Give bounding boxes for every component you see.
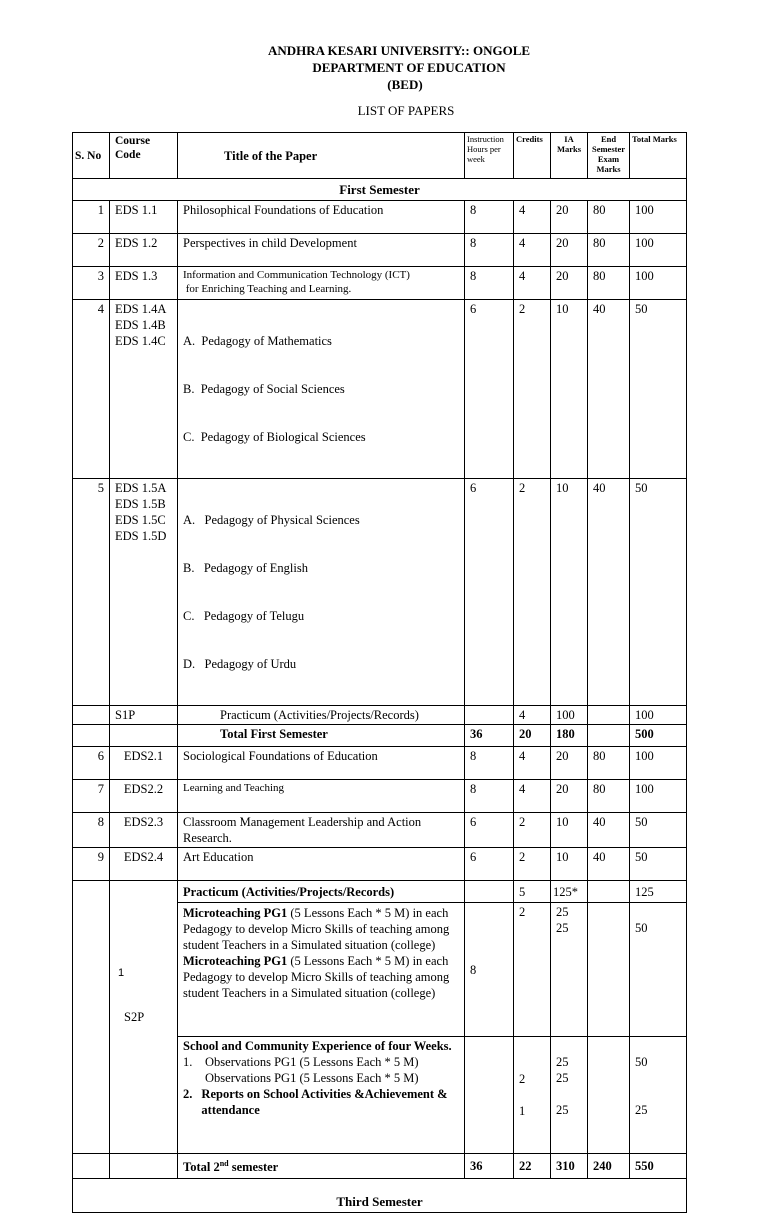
list-number: 1. bbox=[183, 1055, 193, 1069]
table-row bbox=[73, 747, 687, 780]
row-total: 100 bbox=[630, 706, 687, 725]
row-hours: 6 bbox=[465, 300, 514, 479]
total-row bbox=[73, 1154, 687, 1179]
papers-table bbox=[72, 132, 687, 1213]
row-ia: 100 bbox=[551, 706, 588, 725]
row-total: 100 bbox=[630, 201, 687, 234]
row-total: 125 bbox=[630, 881, 687, 903]
row-title: Philosophical Foundations of Education bbox=[178, 201, 465, 234]
microteaching-text: (5 Lessons Each * 5 M) in each Pedagogy to develop Micro Skills of teaching among student Teachers in a Simulated situation (college) bbox=[183, 954, 450, 1000]
header-total-marks: Total Marks bbox=[630, 133, 687, 179]
row-code: S1P bbox=[110, 706, 178, 725]
row-sno: 9 bbox=[73, 848, 110, 881]
table-row bbox=[73, 813, 687, 848]
school-community-title bbox=[178, 1037, 465, 1154]
row-end: 40 bbox=[588, 848, 630, 881]
list-number: 2. bbox=[183, 1087, 193, 1101]
microteaching-title bbox=[178, 903, 465, 1037]
row-total: 100 bbox=[630, 780, 687, 813]
pedagogy-title: B. Pedagogy of English bbox=[183, 561, 308, 575]
row-credits: 2 bbox=[514, 848, 551, 881]
row-total: 100 bbox=[630, 267, 687, 300]
row-code: EDS2.1 bbox=[110, 747, 178, 780]
row-ia: 20 bbox=[551, 267, 588, 300]
total-row bbox=[73, 725, 687, 747]
row-code: EDS2.2 bbox=[110, 780, 178, 813]
semester-heading: Third Semester bbox=[73, 1179, 687, 1213]
table-row bbox=[73, 300, 687, 479]
total-value: 25 bbox=[635, 1103, 648, 1117]
row-credits: 2 bbox=[514, 813, 551, 848]
row-ia: 20 bbox=[551, 780, 588, 813]
course-code: EDS 1.4A bbox=[115, 302, 167, 316]
total-hours: 36 bbox=[465, 725, 514, 747]
course-code: EDS 1.4C bbox=[115, 334, 166, 348]
row-title: Practicum (Activities/Projects/Records) bbox=[178, 706, 465, 725]
row-credits: 2 bbox=[514, 479, 551, 706]
row-total: 50 bbox=[630, 479, 687, 706]
row-total: 50 bbox=[630, 813, 687, 848]
row-credits: 4 bbox=[514, 780, 551, 813]
row-end: 80 bbox=[588, 234, 630, 267]
row-credits: 4 bbox=[514, 267, 551, 300]
microteaching-text: (5 Lessons Each * 5 M) in each Pedagogy to develop Micro Skills of teaching among student Teachers in a Simulated situation (college) bbox=[183, 906, 450, 952]
row-hours: 8 bbox=[465, 780, 514, 813]
total-credits: 22 bbox=[514, 1154, 551, 1179]
row-ia: 10 bbox=[551, 300, 588, 479]
microteaching-label: Microteaching PG1 bbox=[183, 906, 288, 920]
university-name: ANDHRA KESARI UNIVERSITY:: ONGOLE bbox=[267, 43, 531, 58]
table-row bbox=[73, 479, 687, 706]
header-credits: Credits bbox=[514, 133, 551, 179]
total-hours: 36 bbox=[465, 1154, 514, 1179]
row-hours: 6 bbox=[465, 848, 514, 881]
row-sno: 3 bbox=[73, 267, 110, 300]
row-credits: 5 bbox=[514, 881, 551, 903]
row-ia: 20 bbox=[551, 201, 588, 234]
row-code: EDS2.4 bbox=[110, 848, 178, 881]
credit-value: 2 bbox=[519, 1072, 526, 1086]
row-title-line: Information and Communication Technology (ICT) bbox=[183, 269, 410, 281]
program-name: (BED) bbox=[387, 77, 423, 92]
header-ia-marks: IA Marks bbox=[551, 133, 588, 179]
ia-value: 25 bbox=[556, 1071, 569, 1085]
semester-heading: First Semester bbox=[73, 179, 687, 201]
row-total: 100 bbox=[630, 234, 687, 267]
row-hours: 6 bbox=[465, 813, 514, 848]
ia-value: 25 bbox=[556, 1055, 569, 1069]
row-title bbox=[178, 267, 465, 300]
table-row bbox=[73, 267, 687, 300]
total-marks: 550 bbox=[630, 1154, 687, 1179]
row-title: Learning and Teaching bbox=[178, 780, 465, 813]
header-course-code: Course Code bbox=[110, 133, 178, 179]
row-credits: 4 bbox=[514, 201, 551, 234]
ia-value: 25 bbox=[556, 905, 569, 919]
row-sno: 4 bbox=[73, 300, 110, 479]
microteaching-2 bbox=[183, 953, 459, 1001]
row-credits: 4 bbox=[514, 747, 551, 780]
row-total bbox=[630, 1037, 687, 1154]
pedagogy-title: A. Pedagogy of Mathematics bbox=[183, 334, 332, 348]
row-end: 40 bbox=[588, 479, 630, 706]
credit-value: 1 bbox=[519, 1104, 526, 1118]
table-row bbox=[73, 780, 687, 813]
row-ia: 10 bbox=[551, 813, 588, 848]
course-code: EDS 1.5A bbox=[115, 481, 167, 495]
row-hours: 8 bbox=[465, 903, 514, 1037]
row-title: Sociological Foundations of Education bbox=[178, 747, 465, 780]
row-sno: 6 bbox=[73, 747, 110, 780]
row-hours: 8 bbox=[465, 747, 514, 780]
row-ia bbox=[551, 1037, 588, 1154]
course-code: EDS 1.5B bbox=[115, 497, 166, 511]
school-heading: School and Community Experience of four Weeks. bbox=[183, 1039, 452, 1053]
row-end: 40 bbox=[588, 813, 630, 848]
row-ia: 20 bbox=[551, 234, 588, 267]
header-end-semester: End Semester Exam Marks bbox=[588, 133, 630, 179]
row-ia: 20 bbox=[551, 747, 588, 780]
total-label-text: semester bbox=[228, 1160, 279, 1175]
row-credits bbox=[514, 1037, 551, 1154]
row-credits: 4 bbox=[514, 234, 551, 267]
row-sno: 1 bbox=[73, 201, 110, 234]
header-title: Title of the Paper bbox=[178, 133, 465, 179]
row-end: 80 bbox=[588, 201, 630, 234]
list-text: Observations PG1 (5 Lessons Each * 5 M) bbox=[205, 1055, 419, 1069]
total-credits: 20 bbox=[514, 725, 551, 747]
row-ia: 125* bbox=[551, 881, 588, 903]
total-label bbox=[178, 1154, 465, 1179]
total-label-text: Total 2 bbox=[183, 1160, 220, 1175]
total-label: Total First Semester bbox=[178, 725, 465, 747]
course-code: EDS 1.5D bbox=[115, 529, 167, 543]
header-sno: S. No bbox=[73, 133, 110, 179]
list-item bbox=[183, 1054, 459, 1070]
row-total: 100 bbox=[630, 747, 687, 780]
row-total: 50 bbox=[630, 300, 687, 479]
row-title-line: for Enriching Teaching and Learning. bbox=[183, 283, 352, 295]
row-ia bbox=[551, 903, 588, 1037]
course-code: EDS 1.4B bbox=[115, 318, 166, 332]
row-credits: 2 bbox=[514, 300, 551, 479]
row-code: S2P bbox=[110, 881, 178, 1154]
row-hours: 8 bbox=[465, 267, 514, 300]
row-credits: 4 bbox=[514, 706, 551, 725]
list-text: Reports on School Activities &Achievement & attendance bbox=[201, 1087, 448, 1117]
row-total: 50 bbox=[630, 903, 687, 1037]
microteaching-label: Microteaching PG1 bbox=[183, 954, 288, 968]
row-code: EDS 1.3 bbox=[110, 267, 178, 300]
total-value: 50 bbox=[635, 1055, 648, 1069]
row-code bbox=[110, 479, 178, 706]
pedagogy-title: D. Pedagogy of Urdu bbox=[183, 657, 297, 671]
list-item bbox=[183, 1086, 459, 1118]
list-text: Observations PG1 (5 Lessons Each * 5 M) bbox=[205, 1071, 419, 1085]
row-sno: 5 bbox=[73, 479, 110, 706]
table-row bbox=[73, 201, 687, 234]
row-end: 80 bbox=[588, 747, 630, 780]
row-title: Classroom Management Leadership and Action Research. bbox=[178, 813, 465, 848]
pedagogy-title: A. Pedagogy of Physical Sciences bbox=[183, 513, 360, 527]
row-credits: 2 bbox=[514, 903, 551, 1037]
department-name: DEPARTMENT OF EDUCATION bbox=[312, 60, 506, 75]
table-row bbox=[73, 706, 687, 725]
header-instruction-hours: Instruction Hours per week bbox=[465, 133, 514, 179]
table-row bbox=[73, 234, 687, 267]
row-title: Art Education bbox=[178, 848, 465, 881]
row-title: Practicum (Activities/Projects/Records) bbox=[178, 881, 465, 903]
row-sno: 7 bbox=[73, 780, 110, 813]
page-number: 1 bbox=[118, 967, 125, 979]
row-title bbox=[178, 479, 465, 706]
total-end: 240 bbox=[588, 1154, 630, 1179]
total-ia: 180 bbox=[551, 725, 588, 747]
table-row bbox=[73, 881, 687, 903]
row-sno: 2 bbox=[73, 234, 110, 267]
row-title bbox=[178, 300, 465, 479]
table-row bbox=[73, 848, 687, 881]
pedagogy-title: B. Pedagogy of Social Sciences bbox=[183, 382, 345, 396]
row-hours: 6 bbox=[465, 479, 514, 706]
total-label-sup: nd bbox=[219, 1159, 229, 1169]
row-sno: 8 bbox=[73, 813, 110, 848]
pedagogy-title: C. Pedagogy of Telugu bbox=[183, 609, 305, 623]
total-marks: 500 bbox=[630, 725, 687, 747]
row-ia: 10 bbox=[551, 848, 588, 881]
row-hours: 8 bbox=[465, 201, 514, 234]
ia-value: 25 bbox=[556, 921, 569, 935]
row-code bbox=[110, 300, 178, 479]
ia-value: 25 bbox=[556, 1103, 569, 1117]
list-title: LIST OF PAPERS bbox=[357, 103, 455, 118]
row-total: 50 bbox=[630, 848, 687, 881]
row-code: EDS 1.1 bbox=[110, 201, 178, 234]
row-hours: 8 bbox=[465, 234, 514, 267]
total-ia: 310 bbox=[551, 1154, 588, 1179]
row-end: 80 bbox=[588, 267, 630, 300]
row-end: 40 bbox=[588, 300, 630, 479]
row-code: EDS2.3 bbox=[110, 813, 178, 848]
table-header bbox=[73, 133, 687, 179]
pedagogy-title: C. Pedagogy of Biological Sciences bbox=[183, 430, 366, 444]
course-code: EDS 1.5C bbox=[115, 513, 166, 527]
row-end: 80 bbox=[588, 780, 630, 813]
row-title: Perspectives in child Development bbox=[178, 234, 465, 267]
row-code: EDS 1.2 bbox=[110, 234, 178, 267]
microteaching-1 bbox=[183, 905, 459, 953]
row-ia: 10 bbox=[551, 479, 588, 706]
